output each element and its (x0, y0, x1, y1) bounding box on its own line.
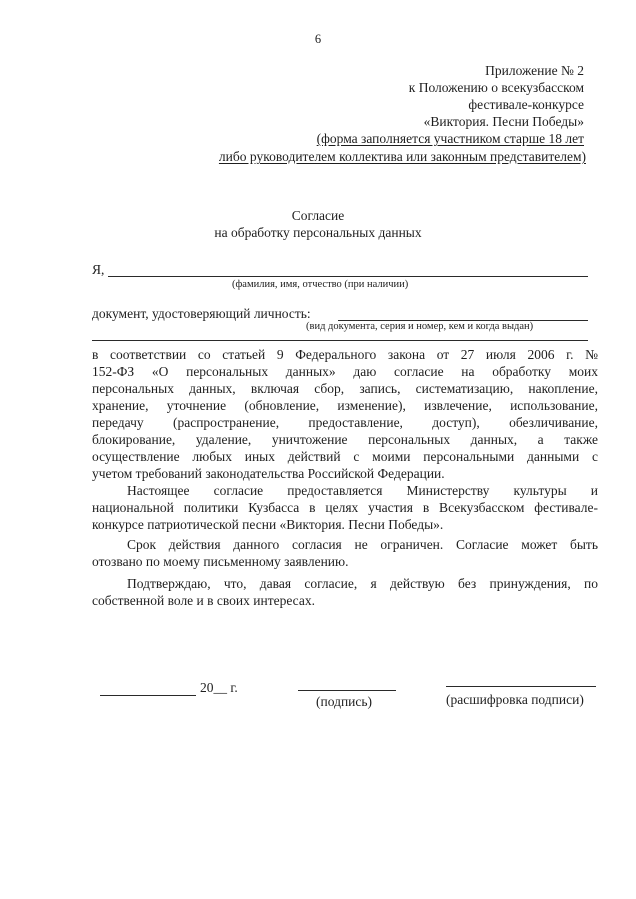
paragraph-1-line: блокирование, удаление, уничтожение персональных данных, а также (92, 432, 598, 447)
paragraph-1-line: хранение, уточнение (обновление, изменение), извлечение, использование, (92, 398, 598, 413)
paragraph-2-line: национальной политики Кузбасса в целях участия в Всекузбасском фестивале- (92, 500, 598, 515)
paragraph-3-line: отозвано по моему письменному заявлению. (92, 554, 349, 569)
paragraph-4-line: Подтверждаю, что, давая согласие, я действую без принуждения, по (127, 576, 598, 591)
paragraph-1-line: передачу (распространение, предоставление, доступ), обезличивание, (92, 415, 598, 430)
signature-hint: (подпись) (316, 694, 373, 709)
appendix-form-note-1: (форма заполняется участником старше 18 лет (316, 131, 584, 146)
appendix-form-note-2: либо руководителем коллектива или законным представителем) (218, 149, 586, 164)
paragraph-4-line: собственной воле и в своих интересах. (92, 593, 315, 608)
paragraph-3-line: Срок действия данного согласия не ограничен. Согласие может быть (127, 537, 598, 552)
signature-transcript-hint: (расшифровка подписи) (446, 692, 584, 707)
id-document-label: документ, удостоверяющий личность: (92, 306, 311, 321)
consent-paragraph-2 (92, 482, 598, 533)
consent-paragraph-4 (92, 575, 598, 609)
id-document-hint: (вид документа, серия и номер, кем и когда выдан) (306, 321, 534, 332)
document-title: Согласие (291, 208, 345, 223)
paragraph-1-line: персональных данных, включая сбор, запись, систематизацию, накопление, (92, 381, 598, 396)
page-number: 6 (314, 32, 322, 46)
appendix-line-4: «Виктория. Песни Победы» (423, 114, 584, 129)
signature-transcript-field-line[interactable] (446, 686, 596, 687)
paragraph-2-line: конкурсе патриотической песни «Виктория. Песни Победы». (92, 517, 444, 532)
date-year-text: 20__ г. (200, 680, 238, 695)
document-subtitle: на обработку персональных данных (214, 225, 422, 240)
date-field-line[interactable] (100, 695, 196, 696)
appendix-line-3: фестивале-конкурсе (468, 97, 584, 112)
consent-paragraph-3 (92, 536, 598, 570)
paragraph-1-line: 152-ФЗ «О персональных данных» даю согласие на обработку моих (92, 364, 598, 379)
signature-field-line[interactable] (298, 690, 396, 691)
paragraph-2-line: Настоящее согласие предоставляется Министерству культуры и (127, 483, 598, 498)
name-field-hint: (фамилия, имя, отчество (при наличии) (232, 279, 409, 290)
appendix-line-1: Приложение № 2 (485, 63, 584, 78)
name-field-line[interactable] (108, 276, 588, 277)
paragraph-1-line: в соответствии со статьей 9 Федерального закона от 27 июля 2006 г. № (92, 347, 598, 362)
paragraph-1-line: осуществление любых иных действий с моими персональными данными с (92, 449, 598, 464)
id-document-field-line-2[interactable] (92, 340, 588, 341)
consent-paragraph-1 (92, 346, 598, 482)
paragraph-1-line: учетом требований законодательства Российской Федерации. (92, 466, 445, 481)
name-label: Я, (92, 262, 105, 277)
appendix-line-2: к Положению о всекузбасском (408, 80, 584, 95)
